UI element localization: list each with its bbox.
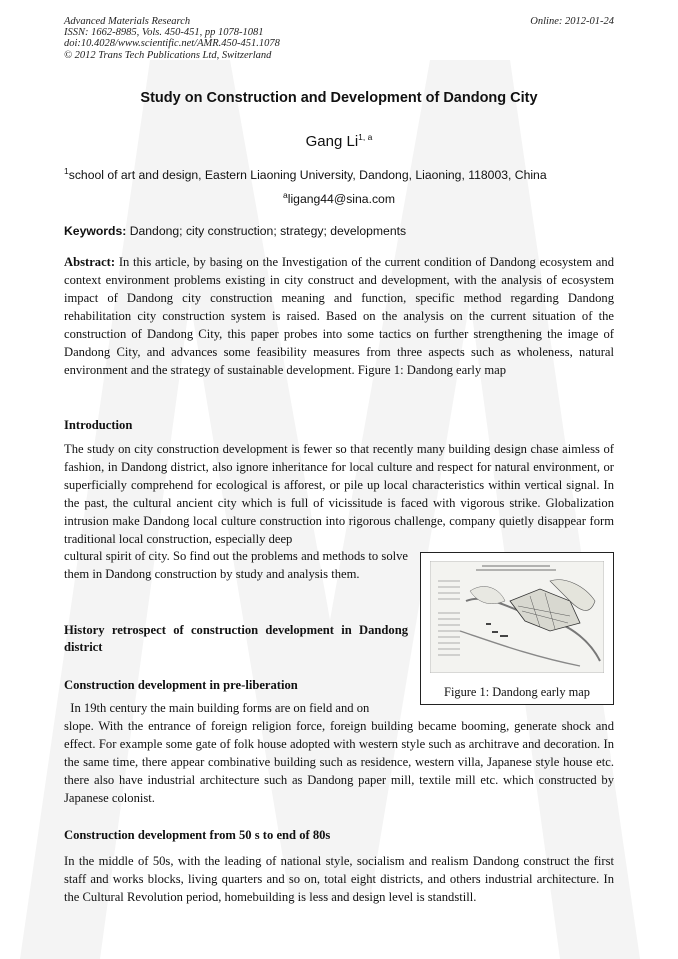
pre-liberation-paragraph-start: In 19th century the main building forms are on field and on: [64, 701, 370, 715]
figure-1: [420, 552, 614, 705]
affiliation: [64, 165, 624, 182]
issn-line: ISSN: 1662-8985, Vols. 450-451, pp 1078-1081: [64, 27, 264, 39]
email-address[interactable]: ligang44@sina.com: [287, 192, 395, 206]
introduction-paragraph-continued: cultural spirit of city. So find out the problems and methods to solve them in Dandong construction by study and analysis them.: [64, 549, 408, 581]
author-affiliation-marker: 1, a: [358, 132, 373, 142]
author-name: Gang Li: [305, 133, 359, 150]
abstract: [64, 253, 614, 379]
journal-name: Advanced Materials Research: [64, 16, 191, 27]
figure-caption: Figure 1: Dandong early map: [444, 685, 590, 699]
journal-header: [64, 16, 614, 61]
doi-line[interactable]: doi:10.4028/www.scientific.net/AMR.450-451.1078: [64, 38, 280, 50]
fifties-paragraph: In the middle of 50s, with the leading of national style, socialism and realism Dandong construct the first staff and works blocks, living quarters and so on, total eight districts, and others industrial architecture. In the Cultural Revolution period, homebuilding is less and design level is standstill.: [64, 854, 614, 904]
affiliation-text: school of art and design, Eastern Liaoning University, Dandong, Liaoning, 118003, China: [68, 168, 547, 182]
online-date: Online: 2012-01-24: [530, 16, 614, 27]
author-email: [64, 189, 614, 206]
introduction-paragraph: The study on city construction development is fewer so that recently many building design chase aimless of fashion, in Dandong district, also ignore inheritance for local culture and respect for natural environment, or superficially comprehend for ecological is afforest, or pile up local characteristics within vertical signal. In the past, the cultural ancient city which is full of vicissitude is faced with vigorous strike. Globalization intrusion make Dandong local culture construction into rigorous challenge, company quietly disappear form traditional local construction, especially deep: [64, 442, 614, 546]
abstract-text: In this article, by basing on the Investigation of the current condition of Dandong ecosystem and context environment problems existing in city construct and development, with the analysis of ecosystem impact of Dandong city construction meaning and function, specific method regarding Dandong rehabilitation city construction system is raised. Based on the analysis on the current situation of the construction of Dandong City, this paper probes into some tactics on further strengthening the image of Dandong City, and advances some feasibility measures from three aspects such as wholeness, natural environment and the strategy of sustainable development. Figure 1: Dandong early map: [64, 255, 614, 377]
keywords-text: Dandong; city construction; strategy; developments: [126, 224, 407, 238]
pre-liberation-paragraph: slope. With the entrance of foreign religion force, foreign building became booming, generate shock and effect. For example some gate of folk house adopted with western style such as architrave and decoration. In the same time, there appear combinative building such as residence, western villa, Japanese style house etc. there also have industrial architecture such as Dandong paper mill, textile mill etc. which constructed by Japanese colonist.: [64, 719, 614, 805]
affiliation-marker: 1: [64, 165, 69, 176]
email-marker: a: [283, 189, 288, 200]
dandong-early-map-image: [430, 561, 604, 673]
abstract-label: Abstract:: [64, 255, 116, 269]
author-line: [64, 133, 614, 150]
history-heading: History retrospect of construction development in Dandong district: [64, 623, 408, 654]
keywords-label: Keywords:: [64, 224, 127, 238]
introduction-heading: Introduction: [64, 418, 133, 432]
copyright-line: © 2012 Trans Tech Publications Ltd, Switzerland: [64, 49, 272, 61]
keywords: [64, 224, 614, 238]
pre-liberation-heading: Construction development in pre-liberation: [64, 678, 298, 692]
fifties-heading: Construction development from 50 s to end of 80s: [64, 828, 331, 842]
paper-title: Study on Construction and Development of Dandong City: [140, 90, 538, 106]
